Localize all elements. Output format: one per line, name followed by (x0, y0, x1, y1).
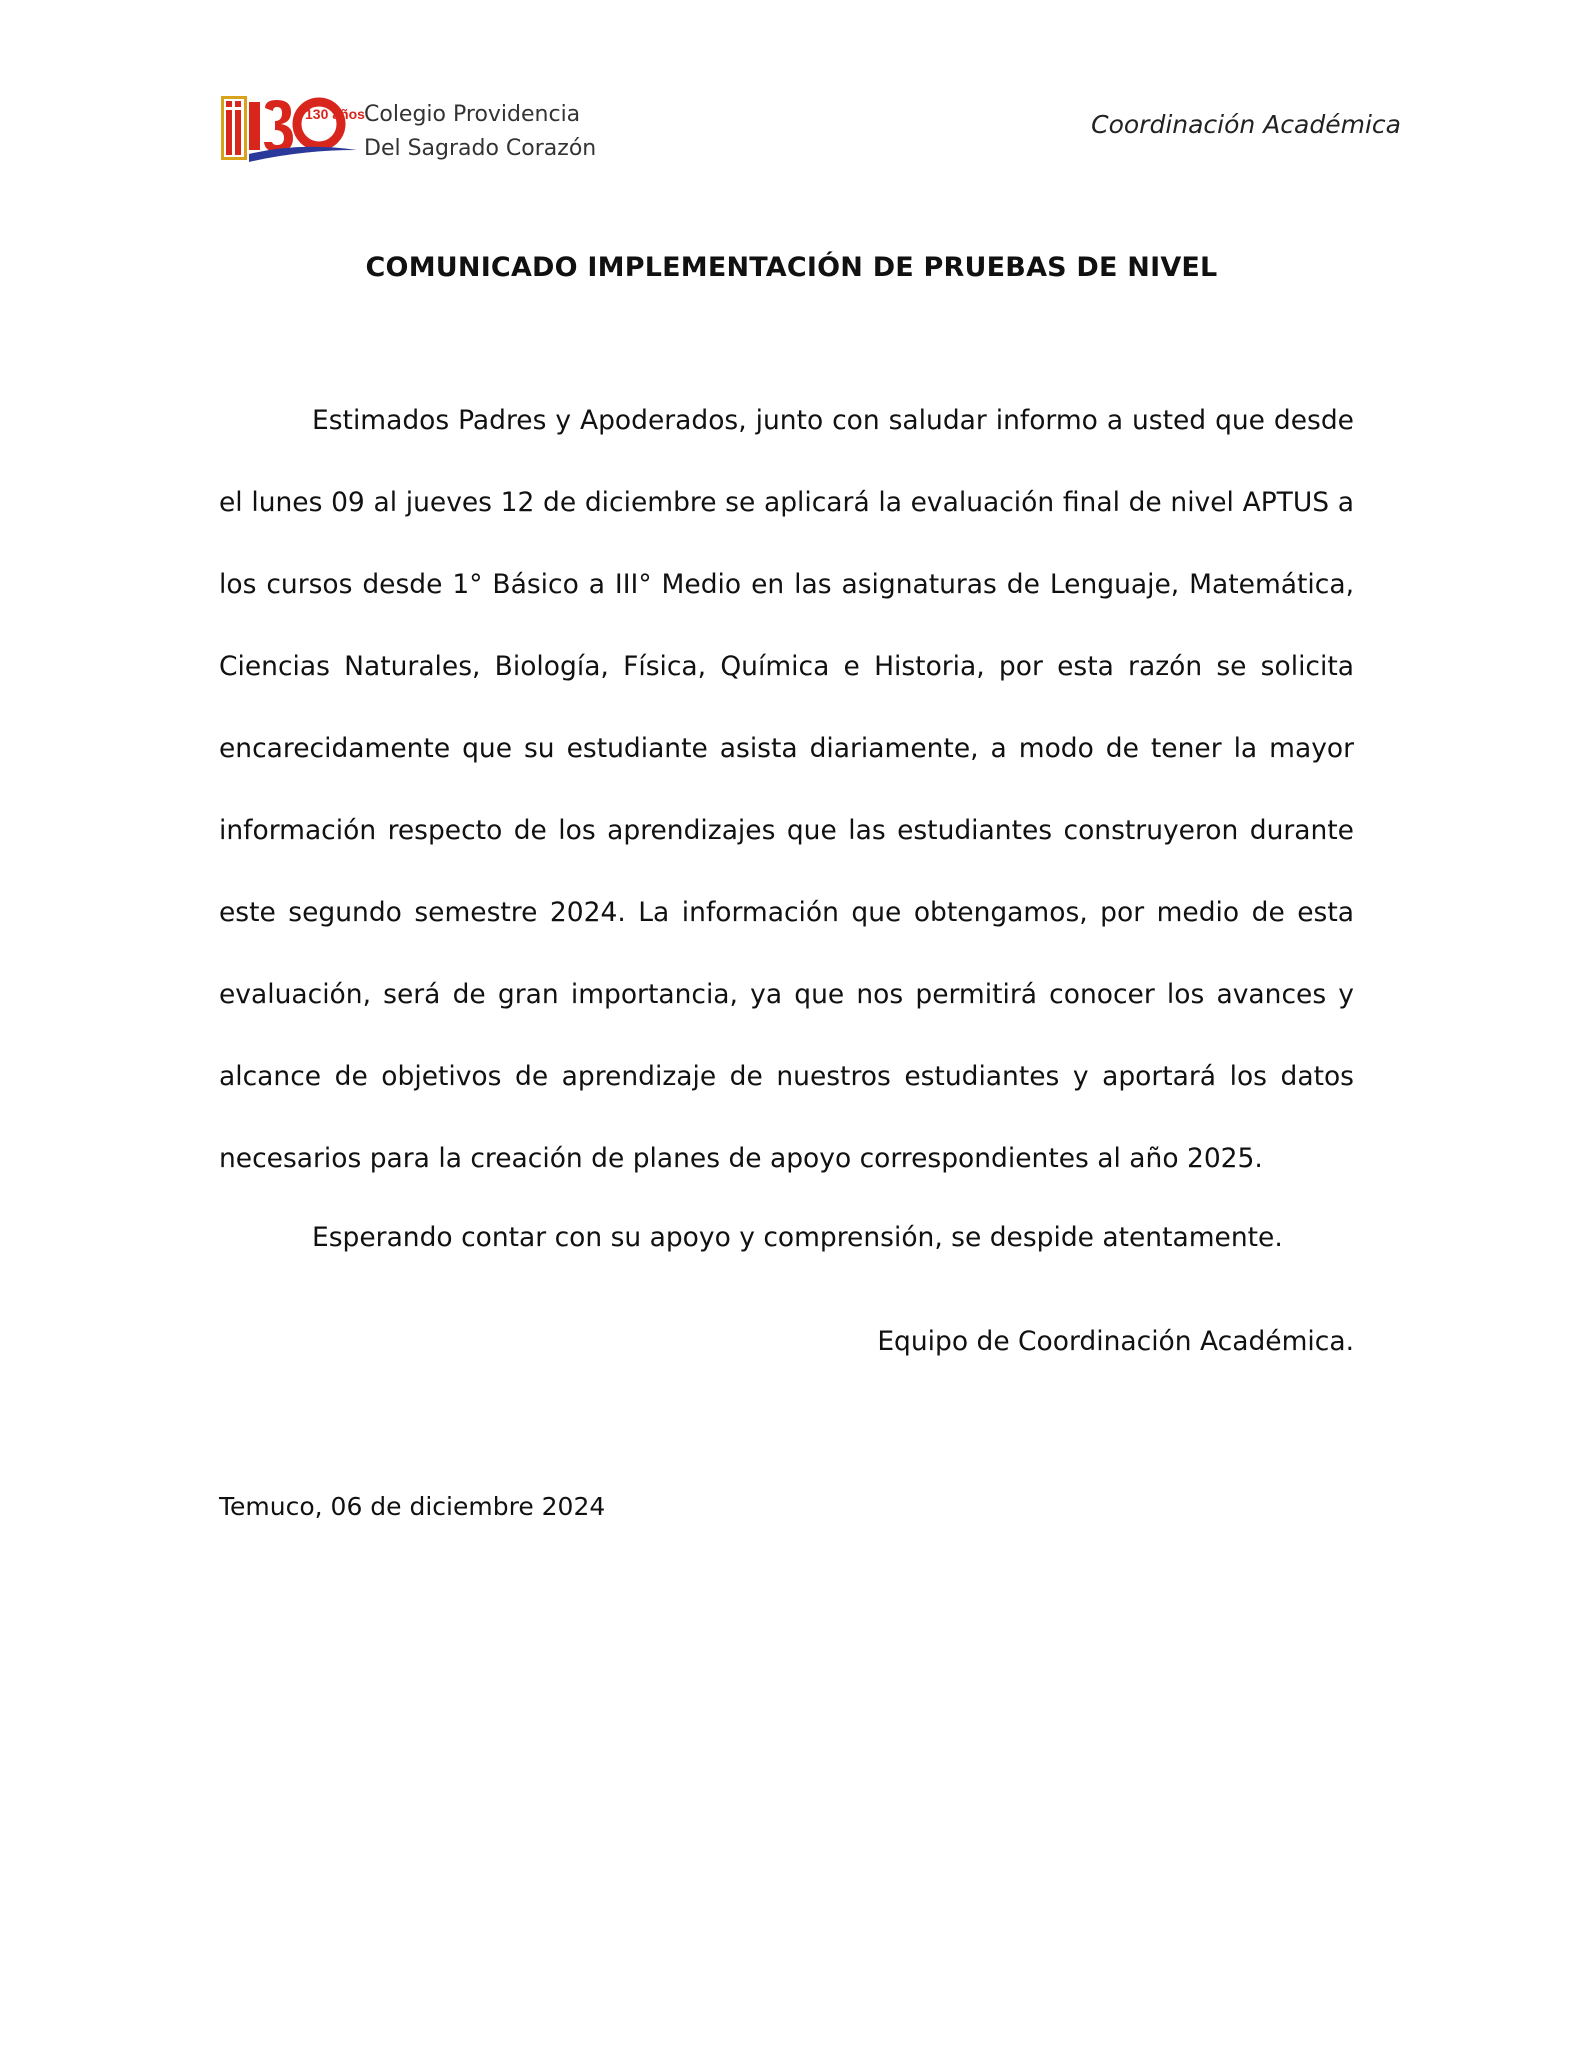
place-and-date: Temuco, 06 de diciembre 2024 (219, 1492, 606, 1521)
closing-line: Esperando contar con su apoyo y comprensión, se despide atentamente. (312, 1222, 1283, 1253)
school-name-line1: Colegio Providencia (364, 102, 581, 127)
school-name (364, 98, 596, 166)
document-title: COMUNICADO IMPLEMENTACIÓN DE PRUEBAS DE NIVEL (365, 252, 1218, 283)
department-label: Coordinación Académica (1091, 110, 1401, 139)
signature: Equipo de Coordinación Académica. (877, 1326, 1354, 1357)
body-text (219, 380, 1354, 1200)
school-logo (219, 92, 359, 167)
main-paragraph: Estimados Padres y Apoderados, junto con saludar informo a usted que desde el lunes 09 al jueves 12 de diciembre se aplicará la evaluación final de nivel APTUS a los cursos desde 1° Básico a III° Medio en las asignaturas de Lenguaje, Matemática, Ciencias Naturales, Biología, Física, Química e Historia, por esta razón se solicita encarecidamente que su estudiante asista diariamente, a modo de tener la mayor información respecto de los aprendizajes que las estudiantes construyeron durante este segundo semestre 2024. La información que obtengamos, por medio de esta evaluación, será de gran importancia, ya que nos permitirá conocer los avances y alcance de objetivos de aprendizaje de nuestros estudiantes y aportará los datos necesarios para la creación de planes de apoyo correspondientes al año 2025. (219, 405, 1354, 1174)
school-name-line2: Del Sagrado Corazón (364, 136, 597, 161)
letterhead (219, 92, 1401, 172)
logo-text: 130 años (305, 106, 365, 122)
